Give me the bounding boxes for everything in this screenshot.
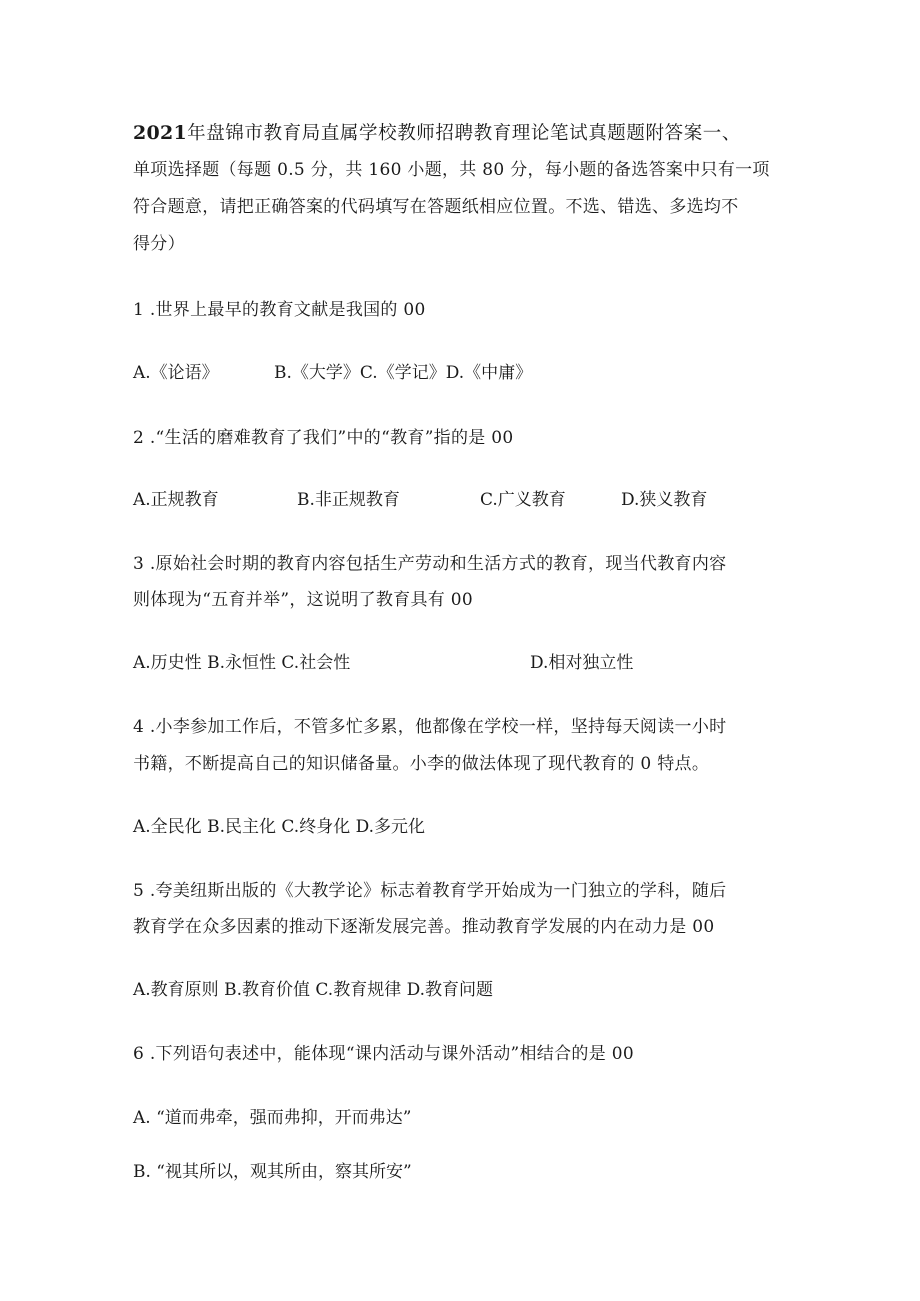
question-1-option-a: A.《论语》 [133, 363, 219, 383]
question-3-stem-line-2: 则体现为“五育并举”，这说明了教育具有 00 [133, 590, 474, 610]
question-5-stem-line-2: 教育学在众多因素的推动下逐渐发展完善。推动教育学发展的内在动力是 00 [133, 917, 715, 937]
question-4-stem-line-1: 4 .小李参加工作后，不管多忙多累，他都像在学校一样，坚持每天阅读一小时 [133, 717, 727, 737]
heading-line-4: 得分） [133, 234, 185, 254]
question-6-stem: 6 .下列语句表述中，能体现“课内活动与课外活动”相结合的是 00 [133, 1044, 634, 1064]
question-2-option-b: B.非正规教育 [297, 490, 400, 510]
question-4-stem-line-2: 书籍，不断提高自己的知识储备量。小李的做法体现了现代教育的 0 特点。 [133, 754, 710, 774]
question-3-stem-line-1: 3 .原始社会时期的教育内容包括生产劳动和生活方式的教育，现当代教育内容 [133, 554, 727, 574]
question-4-options: A.全民化 B.民主化 C.终身化 D.多元化 [133, 817, 426, 837]
question-6-option-b: B. “视其所以，观其所由，察其所安” [133, 1162, 412, 1182]
question-5-stem-line-1: 5 .夸美纽斯出版的《大教学论》标志着教育学开始成为一门独立的学科，随后 [133, 881, 727, 901]
question-2-option-a: A.正规教育 [133, 490, 219, 510]
heading-title: 年盘锦市教育局直属学校教师招聘教育理论笔试真题题附答案一、 [187, 123, 741, 144]
question-3-options-abc: A.历史性 B.永恒性 C.社会性 [133, 653, 351, 673]
question-5-options: A.教育原则 B.教育价值 C.教育规律 D.教育问题 [133, 980, 494, 1000]
question-2-option-d: D.狭义教育 [621, 490, 708, 510]
heading-line-1 [133, 122, 741, 145]
question-3-option-d: D.相对独立性 [530, 653, 634, 673]
question-2-option-c: C.广义教育 [480, 490, 566, 510]
question-6-option-a: A. “道而弗牵，强而弗抑，开而弗达” [133, 1108, 412, 1128]
heading-year: 2021 [133, 122, 188, 144]
heading-line-2: 单项选择题（每题 0.5 分，共 160 小题，共 80 分，每小题的备选答案中只有一项 [133, 160, 770, 180]
question-1-stem: 1 .世界上最早的教育文献是我国的 00 [133, 300, 426, 320]
heading-line-3: 符合题意，请把正确答案的代码填写在答题纸相应位置。不选、错选、多选均不 [133, 197, 739, 217]
question-2-stem: 2 .“生活的磨难教育了我们”中的“教育”指的是 00 [133, 428, 514, 448]
question-1-options-bcd: B.《大学》C.《学记》D.《中庸》 [274, 363, 533, 383]
